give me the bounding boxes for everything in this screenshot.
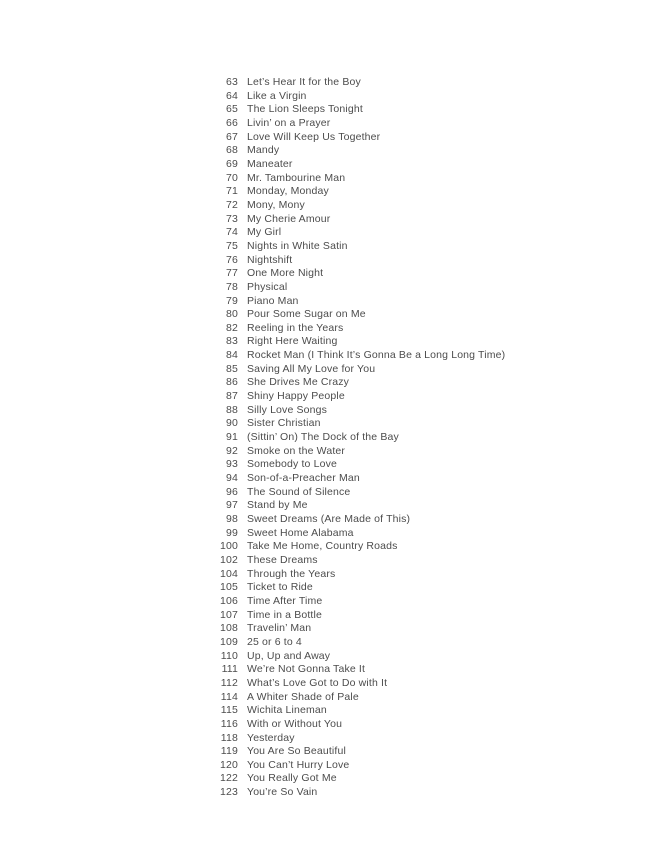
song-title: We’re Not Gonna Take It — [247, 663, 366, 676]
song-page-number: 84 — [226, 349, 238, 362]
song-page-number: 115 — [220, 704, 238, 717]
song-page-number: 111 — [221, 663, 238, 676]
song-index-entry — [0, 499, 648, 513]
song-page-number: 93 — [226, 458, 238, 471]
song-page-number: 102 — [220, 553, 238, 566]
song-index-entry — [0, 90, 648, 104]
song-title: Through the Years — [247, 567, 336, 580]
song-title: You Can’t Hurry Love — [247, 758, 350, 771]
song-index-entry — [0, 226, 648, 240]
song-page-number: 68 — [226, 144, 238, 157]
song-page-number: 112 — [220, 676, 238, 689]
song-title: (Sittin’ On) The Dock of the Bay — [247, 431, 399, 444]
song-index-entry — [0, 240, 648, 254]
song-title: Smoke on the Water — [247, 444, 346, 457]
song-index-entry — [0, 568, 648, 582]
song-index-entry — [0, 308, 648, 322]
song-index-entry — [0, 144, 648, 158]
song-index-entry — [0, 322, 648, 336]
song-index-entry — [0, 254, 648, 268]
song-title: Take Me Home, Country Roads — [247, 540, 398, 553]
song-index-entry — [0, 527, 648, 541]
song-index-entry — [0, 691, 648, 705]
song-title: Mony, Mony — [247, 198, 305, 211]
song-title: Travelin’ Man — [247, 622, 312, 635]
song-page-number: 88 — [226, 403, 238, 416]
song-page-number: 87 — [226, 390, 238, 403]
song-index-entry — [0, 417, 648, 431]
song-title: A Whiter Shade of Pale — [247, 690, 359, 703]
song-page-number: 74 — [226, 226, 238, 239]
song-page-number: 92 — [226, 444, 238, 457]
song-title: Physical — [247, 280, 288, 293]
song-index-entry — [0, 376, 648, 390]
song-page-number: 107 — [220, 608, 238, 621]
song-page-number: 77 — [226, 267, 238, 280]
song-title: Sister Christian — [247, 417, 321, 430]
song-page-number: 98 — [226, 513, 238, 525]
song-page-number: 79 — [226, 294, 238, 307]
song-index-entry — [0, 554, 648, 568]
song-title: You’re So Vain — [247, 786, 318, 799]
song-index-entry — [0, 213, 648, 227]
song-index-entry — [0, 540, 648, 554]
song-title: 25 or 6 to 4 — [247, 635, 302, 648]
song-page-number: 71 — [226, 185, 238, 198]
song-title: Maneater — [247, 157, 293, 170]
song-page-number: 99 — [226, 526, 238, 539]
song-index-entry — [0, 677, 648, 691]
song-page-number: 123 — [220, 786, 238, 799]
song-title: Shiny Happy People — [247, 390, 345, 403]
song-title: Time After Time — [247, 594, 323, 607]
song-index-entry — [0, 704, 648, 718]
song-page-number: 119 — [220, 745, 238, 758]
song-page-number: 63 — [226, 76, 238, 88]
song-index-entry — [0, 131, 648, 145]
song-title: Let’s Hear It for the Boy — [247, 76, 361, 88]
song-index-entry — [0, 513, 648, 527]
song-page-number: 122 — [220, 772, 238, 785]
song-page-number: 72 — [226, 198, 238, 211]
song-title: Stand by Me — [247, 499, 308, 512]
song-title: She Drives Me Crazy — [247, 376, 350, 389]
song-page-number: 118 — [220, 731, 238, 744]
song-title: Up, Up and Away — [247, 649, 331, 662]
song-index-entry — [0, 390, 648, 404]
song-page-number: 120 — [220, 758, 238, 771]
song-title: Rocket Man (I Think It’s Gonna Be a Long Long Time) — [247, 349, 506, 362]
song-index-entry — [0, 103, 648, 117]
song-page-number: 97 — [226, 499, 238, 512]
song-index-entry — [0, 404, 648, 418]
song-index-entry — [0, 772, 648, 786]
song-title: Silly Love Songs — [247, 403, 328, 416]
song-title: Somebody to Love — [247, 458, 337, 471]
song-page-number: 109 — [220, 635, 238, 648]
song-page-number: 65 — [226, 103, 238, 116]
song-title: Sweet Dreams (Are Made of This) — [247, 513, 411, 525]
song-index-entry — [0, 745, 648, 759]
song-index-entry — [0, 595, 648, 609]
song-page-number: 76 — [226, 253, 238, 266]
song-title: The Lion Sleeps Tonight — [247, 103, 363, 116]
song-index-entry — [0, 335, 648, 349]
song-page-number: 116 — [220, 717, 238, 730]
song-page-number: 73 — [226, 212, 238, 225]
song-index-entry — [0, 281, 648, 295]
song-page-number: 108 — [220, 622, 238, 635]
song-index-entry — [0, 117, 648, 131]
song-index-entry — [0, 759, 648, 773]
song-title: My Cherie Amour — [247, 212, 331, 225]
song-title: Nights in White Satin — [247, 239, 348, 252]
song-page-number: 82 — [226, 321, 238, 334]
song-page-number: 78 — [226, 280, 238, 293]
song-title: Saving All My Love for You — [247, 362, 376, 375]
song-title: Pour Some Sugar on Me — [247, 308, 366, 321]
song-title: These Dreams — [247, 553, 318, 566]
song-index-entry — [0, 732, 648, 746]
song-title: Wichita Lineman — [247, 704, 327, 717]
song-index-entry — [0, 363, 648, 377]
song-title: With or Without You — [247, 717, 343, 730]
song-title: One More Night — [247, 267, 324, 280]
song-index-entry — [0, 472, 648, 486]
song-index-entry — [0, 609, 648, 623]
song-index-entry — [0, 267, 648, 281]
song-index-entry — [0, 199, 648, 213]
song-title: Reeling in the Years — [247, 321, 344, 334]
song-title: Livin’ on a Prayer — [247, 116, 331, 129]
song-index-entry — [0, 445, 648, 459]
song-index-entry — [0, 581, 648, 595]
song-title: Love Will Keep Us Together — [247, 130, 381, 143]
song-page-number: 85 — [226, 362, 238, 375]
song-index-entry — [0, 622, 648, 636]
song-page-number: 96 — [226, 485, 238, 498]
song-index-entry — [0, 295, 648, 309]
song-page-number: 106 — [220, 594, 238, 607]
song-page-number: 75 — [226, 239, 238, 252]
song-index-entry — [0, 663, 648, 677]
song-index-entry — [0, 636, 648, 650]
song-title: Son-of-a-Preacher Man — [247, 472, 360, 485]
song-page-number: 105 — [220, 581, 238, 594]
song-page-number: 91 — [226, 431, 238, 444]
song-title: Time in a Bottle — [247, 608, 322, 621]
song-title: The Sound of Silence — [247, 485, 351, 498]
song-page-number: 64 — [226, 89, 238, 102]
song-index-list — [0, 76, 648, 800]
song-page-number: 104 — [220, 567, 238, 580]
song-title: You Really Got Me — [247, 772, 337, 785]
song-title: Monday, Monday — [247, 185, 329, 198]
song-title: Mandy — [247, 144, 280, 157]
song-index-entry — [0, 158, 648, 172]
song-index-entry — [0, 786, 648, 800]
song-page-number: 90 — [226, 417, 238, 430]
song-title: Ticket to Ride — [247, 581, 313, 594]
song-index-entry — [0, 76, 648, 90]
song-title: My Girl — [247, 226, 282, 239]
song-page-number: 94 — [226, 472, 238, 485]
song-page-number: 67 — [226, 130, 238, 143]
song-page-number: 80 — [226, 308, 238, 321]
song-page-number: 69 — [226, 157, 238, 170]
song-title: Nightshift — [247, 253, 293, 266]
song-title: Mr. Tambourine Man — [247, 171, 346, 184]
song-title: Like a Virgin — [247, 89, 307, 102]
song-index-entry — [0, 458, 648, 472]
song-title: Yesterday — [247, 731, 295, 744]
song-title: You Are So Beautiful — [247, 745, 346, 758]
song-page-number: 110 — [220, 649, 238, 662]
song-page-number: 86 — [226, 376, 238, 389]
song-index-entry — [0, 650, 648, 664]
song-page-number: 114 — [220, 690, 238, 703]
song-title: Sweet Home Alabama — [247, 526, 354, 539]
song-page-number: 83 — [226, 335, 238, 348]
song-index-entry — [0, 431, 648, 445]
song-title: Right Here Waiting — [247, 335, 338, 348]
song-index-entry — [0, 172, 648, 186]
song-title: What’s Love Got to Do with It — [247, 676, 388, 689]
song-index-entry — [0, 185, 648, 199]
song-title: Piano Man — [247, 294, 299, 307]
song-index-entry — [0, 718, 648, 732]
song-page-number: 100 — [220, 540, 238, 553]
song-page-number: 70 — [226, 171, 238, 184]
song-page-number: 66 — [226, 116, 238, 129]
song-index-entry — [0, 349, 648, 363]
song-index-entry — [0, 486, 648, 500]
